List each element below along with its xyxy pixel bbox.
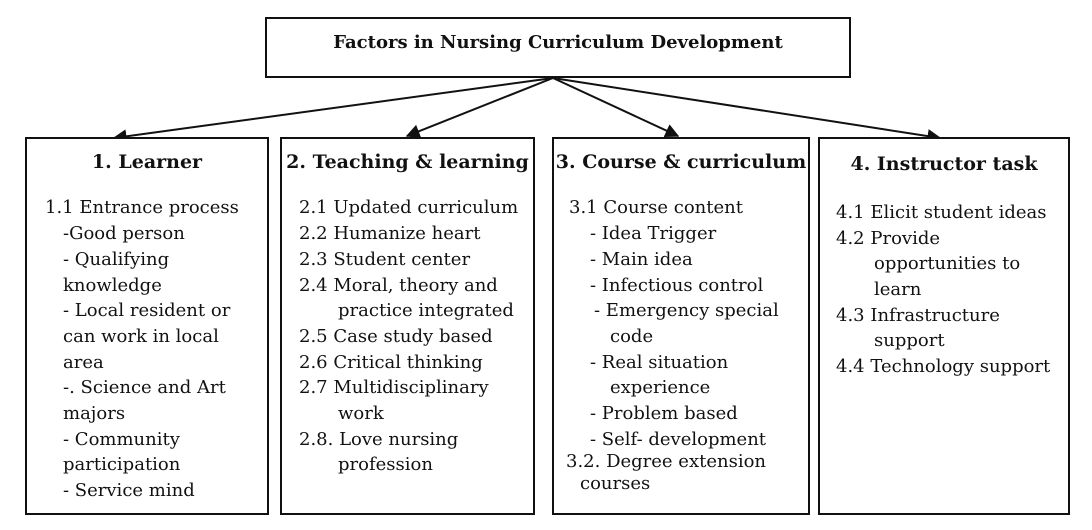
instructor-box	[818, 137, 1070, 515]
learner-line: area	[63, 352, 104, 373]
course-line: - Self- development	[590, 429, 767, 450]
learner-line: -. Science and Art	[63, 377, 226, 398]
learner-title: 1. Learner	[91, 151, 203, 173]
teaching-line: 2.1 Updated curriculum	[299, 197, 519, 218]
course-box	[552, 137, 810, 515]
instructor-line: 4.2 Provide	[836, 228, 941, 249]
course-line: - Main idea	[590, 249, 693, 270]
instructor-line: support	[874, 330, 945, 351]
course-line: - Emergency special	[594, 300, 779, 321]
teaching-line: 2.8. Love nursing	[299, 429, 459, 450]
teaching-line: 2.4 Moral, theory and	[299, 275, 498, 296]
course-line: - Real situation	[590, 352, 729, 373]
course-line: code	[610, 326, 654, 347]
instructor-line: 4.3 Infrastructure	[836, 305, 1000, 326]
learner-line: knowledge	[63, 275, 162, 296]
arrow-to-learner	[114, 78, 553, 138]
course-line: - Infectious control	[590, 275, 764, 296]
learner-line: - Qualifying	[63, 249, 170, 270]
teaching-line: work	[338, 403, 384, 424]
course-line: - Problem based	[590, 403, 738, 424]
instructor-line: learn	[874, 279, 922, 300]
teaching-line: profession	[338, 454, 433, 475]
course-line: experience	[610, 377, 711, 398]
teaching-line: 2.7 Multidisciplinary	[299, 377, 489, 398]
teaching-line: 2.3 Student center	[299, 249, 471, 270]
course-line: - Idea Trigger	[590, 223, 717, 244]
learner-line: majors	[63, 403, 126, 424]
teaching-title: 2. Teaching & learning	[286, 151, 529, 173]
teaching-line: 2.2 Humanize heart	[299, 223, 481, 244]
arrow-to-teaching	[407, 78, 553, 136]
teaching-line: 2.6 Critical thinking	[299, 352, 483, 373]
course-line: courses	[580, 473, 651, 494]
course-line: 3.1 Course content	[569, 197, 743, 218]
teaching-line: practice integrated	[338, 300, 514, 321]
learner-line: - Community	[63, 429, 180, 450]
learner-box	[25, 137, 269, 515]
arrow-to-instructor	[553, 78, 940, 138]
diagram-title: Factors in Nursing Curriculum Development	[333, 32, 783, 53]
teaching-line: 2.5 Case study based	[299, 326, 493, 347]
course-title: 3. Course & curriculum	[555, 151, 807, 173]
learner-line: - Service mind	[63, 480, 195, 501]
learner-line: 1.1 Entrance process	[45, 197, 239, 218]
learner-line: participation	[63, 454, 181, 475]
learner-line: -Good person	[63, 223, 185, 244]
learner-line: can work in local	[63, 326, 219, 347]
teaching-box	[280, 137, 535, 515]
instructor-title: 4. Instructor task	[850, 153, 1038, 175]
course-line: 3.2. Degree extension	[566, 451, 767, 472]
instructor-line: 4.4 Technology support	[836, 356, 1051, 377]
instructor-line: opportunities to	[874, 253, 1021, 274]
title-box	[265, 17, 851, 78]
learner-line: - Local resident or	[63, 300, 231, 321]
instructor-line: 4.1 Elicit student ideas	[836, 202, 1047, 223]
